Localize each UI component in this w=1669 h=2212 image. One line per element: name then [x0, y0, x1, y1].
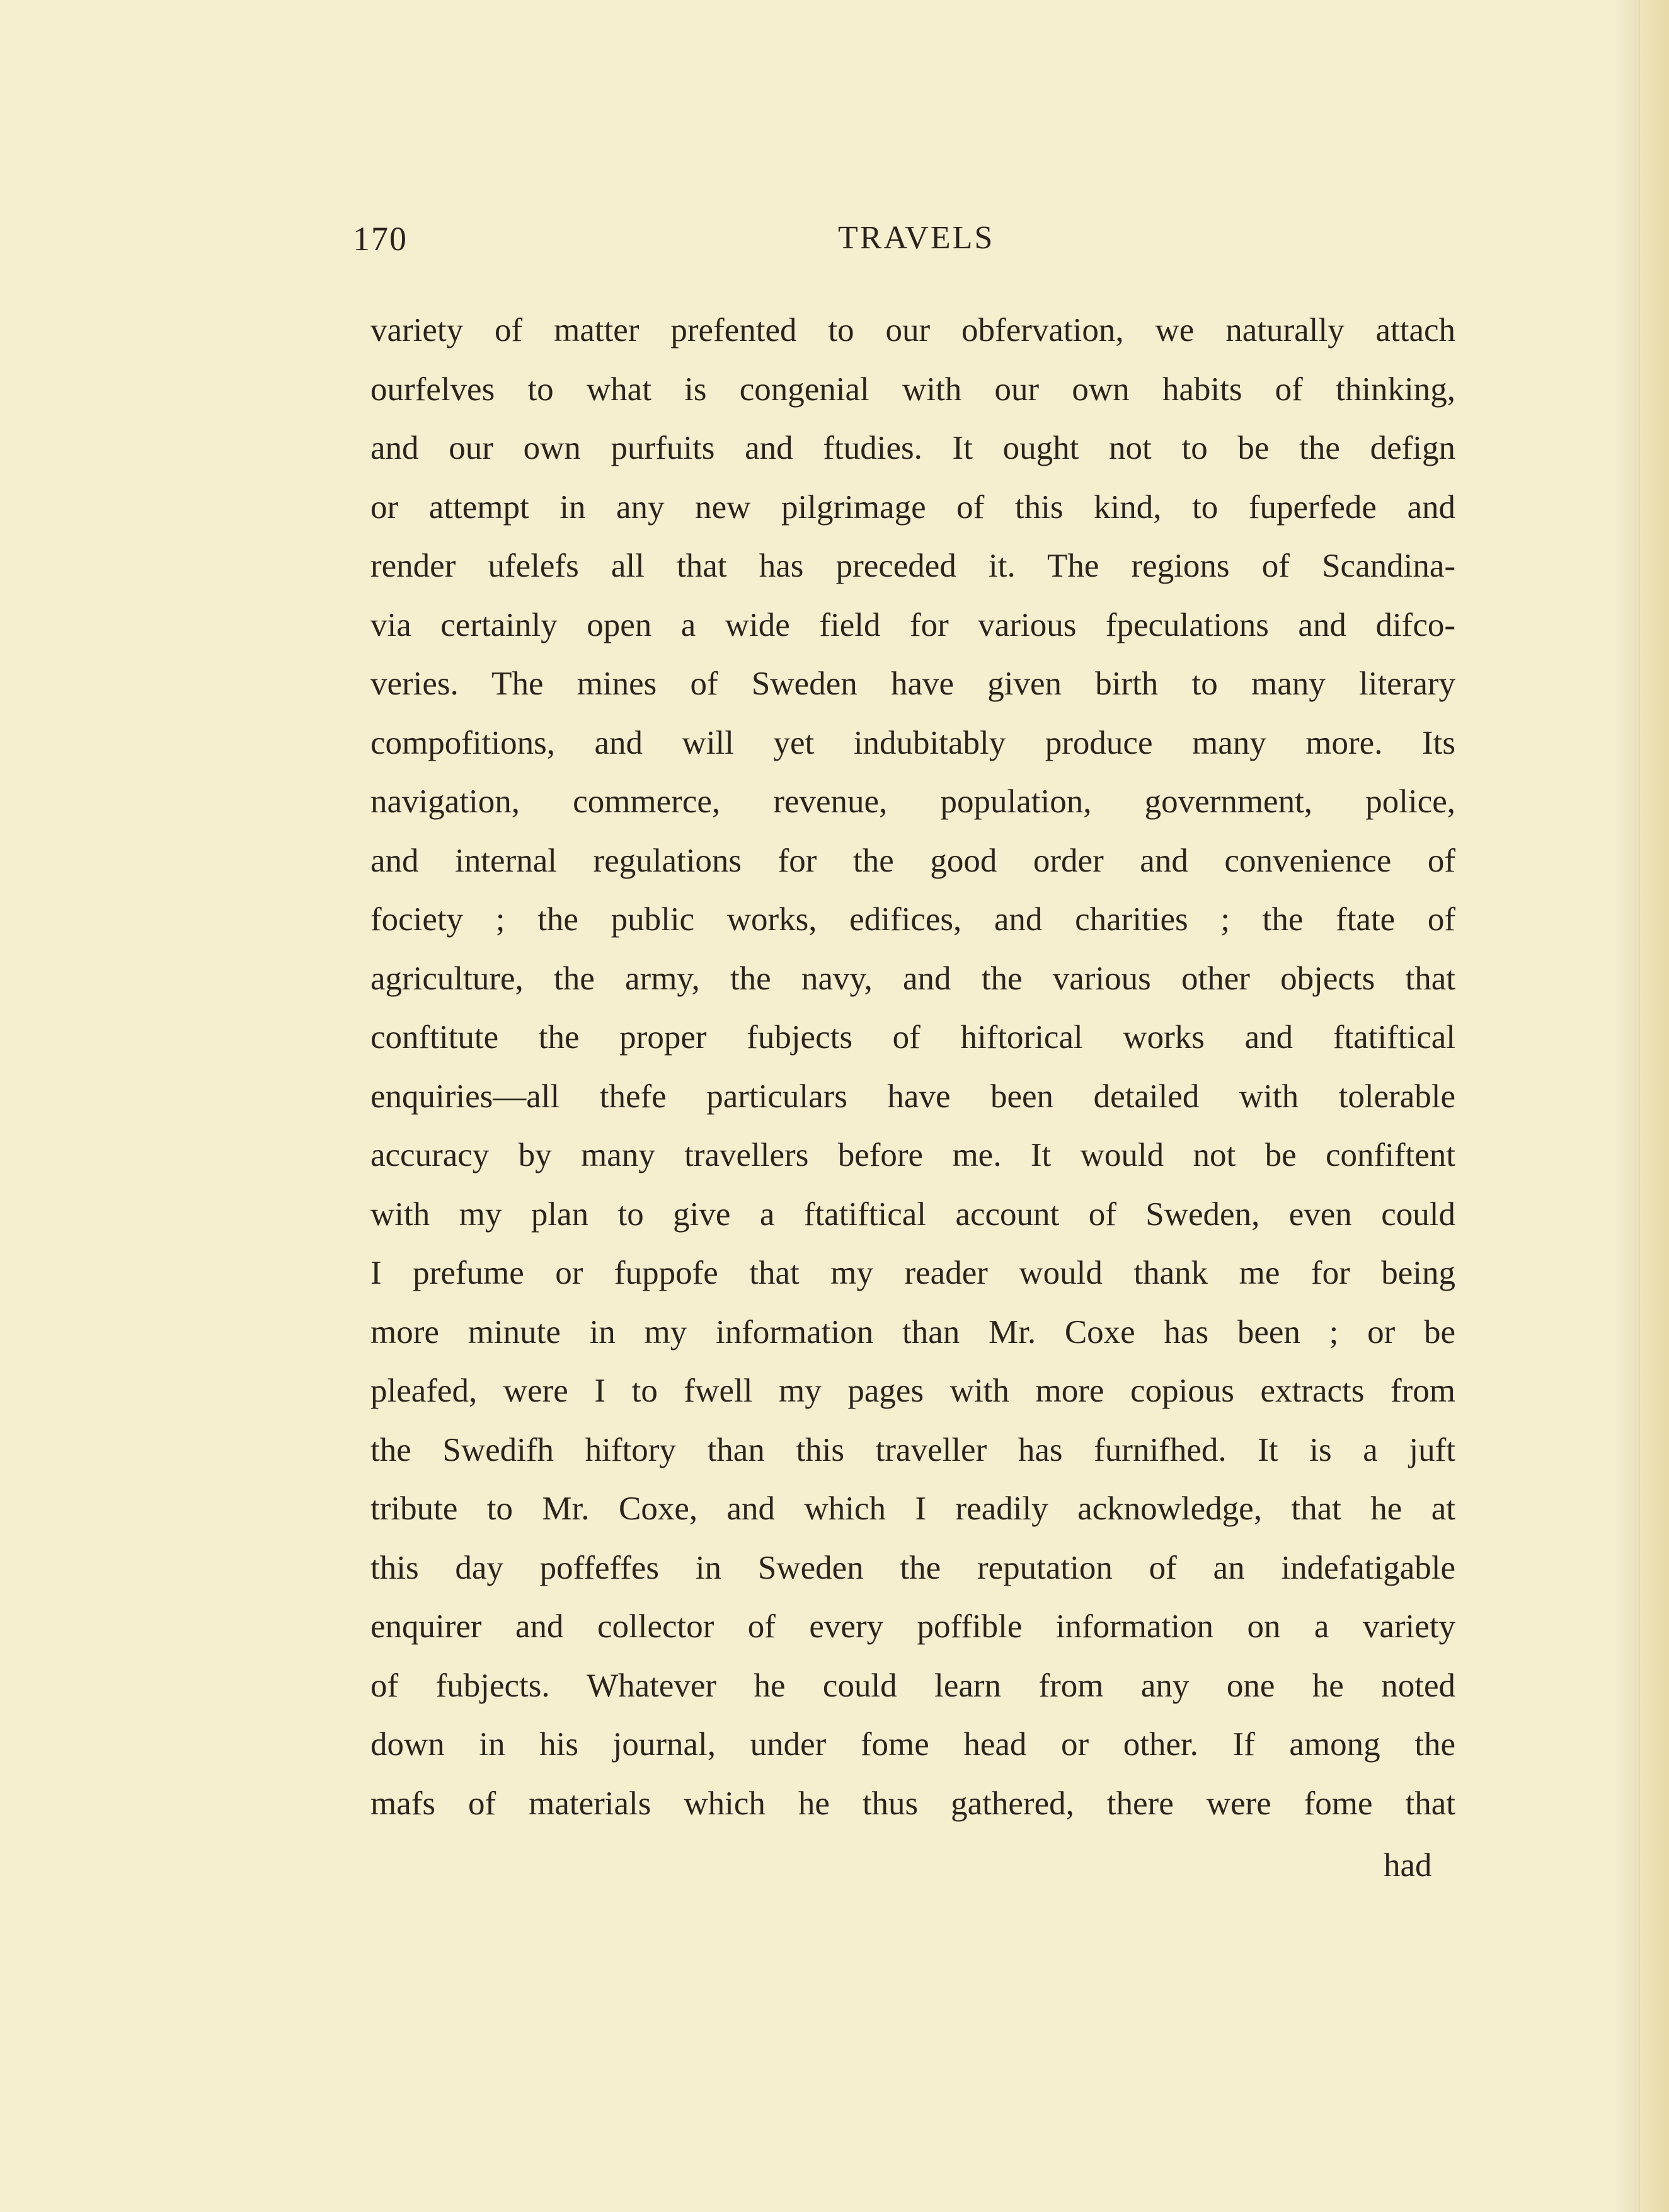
text-line: and our own purfuits and ftudies. It ought not to be the defign — [370, 430, 1455, 466]
text-line: or attempt in any new pilgrimage of this kind, to fuperfede and — [370, 488, 1455, 526]
text-line: mafs of materials which he thus gathered, there were fome that — [370, 1785, 1455, 1822]
body-text — [370, 301, 1455, 1833]
text-line: variety of matter prefented to our obfervation, we naturally attach — [370, 312, 1455, 349]
text-line: enquirer and collector of every poffible information on a variety — [370, 1608, 1455, 1645]
text-line: and internal regulations for the good order and convenience of — [370, 842, 1455, 879]
text-line: tribute to Mr. Coxe, and which I readily acknowledge, that he at — [370, 1490, 1455, 1527]
text-line: pleafed, were I to fwell my pages with more copious extracts from — [370, 1373, 1455, 1409]
page-header — [353, 219, 1449, 276]
text-line: compofitions, and will yet indubitably produce many more. Its — [370, 724, 1455, 761]
page-number: 170 — [353, 220, 408, 258]
text-line: more minute in my information than Mr. Coxe has been ; or be — [370, 1313, 1455, 1351]
text-line: I prefume or fuppofe that my reader would thank me for being — [370, 1255, 1455, 1291]
text-line: down in his journal, under fome head or other. If among the — [370, 1726, 1455, 1763]
text-line: accuracy by many travellers before me. It would not be confiftent — [370, 1137, 1455, 1173]
page-edge — [1639, 0, 1669, 2212]
text-line: render ufelefs all that has preceded it. The regions of Scandina- — [370, 548, 1455, 584]
text-line: enquiries—all thefe particulars have been detailed with tolerable — [370, 1078, 1455, 1115]
text-line: veries. The mines of Sweden have given birth to many literary — [370, 665, 1455, 702]
text-line: fociety ; the public works, edifices, and charities ; the ftate of — [370, 901, 1455, 938]
text-line: via certainly open a wide field for various fpeculations and difco- — [370, 606, 1455, 643]
text-line: of fubjects. Whatever he could learn from any one he noted — [370, 1667, 1455, 1704]
running-head: TRAVELS — [838, 220, 995, 256]
text-line: navigation, commerce, revenue, population, government, police, — [370, 783, 1455, 820]
text-line: conftitute the proper fubjects of hiftorical works and ftatiftical — [370, 1019, 1455, 1056]
catchword: had — [1384, 1847, 1432, 1884]
text-line: the Swedifh hiftory than this traveller has furnifhed. It is a juft — [370, 1431, 1455, 1468]
text-line: ourfelves to what is congenial with our own habits of thinking, — [370, 371, 1455, 408]
text-line: agriculture, the army, the navy, and the various other objects that — [370, 960, 1455, 997]
text-line: with my plan to give a ftatiftical account of Sweden, even could — [370, 1195, 1455, 1233]
text-line: this day poffeffes in Sweden the reputation of an indefatigable — [370, 1549, 1455, 1586]
